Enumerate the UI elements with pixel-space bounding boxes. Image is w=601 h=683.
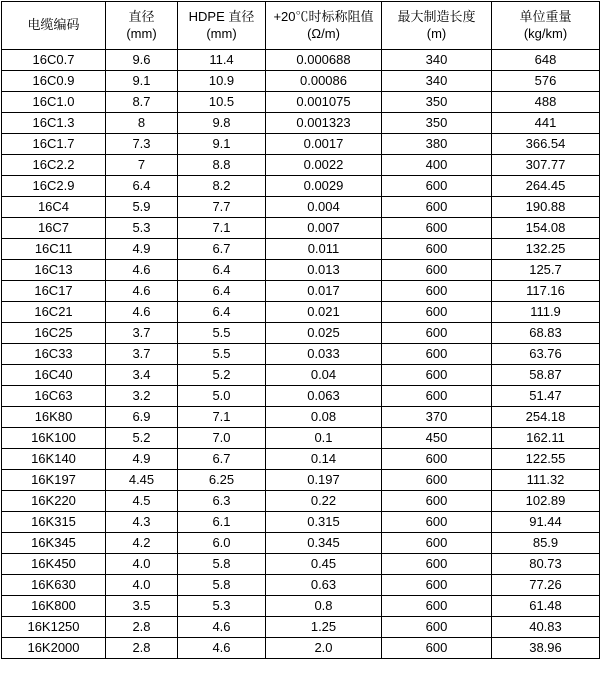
cell-nominal-resistance: 0.345 <box>266 533 382 554</box>
cell-cable-code: 16K630 <box>2 575 106 596</box>
table-row <box>2 134 600 155</box>
cell-nominal-resistance: 0.0022 <box>266 155 382 176</box>
cell-diameter: 3.7 <box>106 344 178 365</box>
cell-diameter: 2.8 <box>106 638 178 659</box>
cell-diameter: 8 <box>106 113 178 134</box>
cell-diameter: 5.3 <box>106 218 178 239</box>
cell-nominal-resistance: 0.1 <box>266 428 382 449</box>
cell-hdpe-diameter: 5.0 <box>178 386 266 407</box>
cell-max-length: 600 <box>382 491 492 512</box>
table-header-row <box>2 2 600 50</box>
cell-nominal-resistance: 0.8 <box>266 596 382 617</box>
cell-hdpe-diameter: 5.5 <box>178 344 266 365</box>
cell-hdpe-diameter: 6.0 <box>178 533 266 554</box>
cell-diameter: 4.6 <box>106 302 178 323</box>
cell-max-length: 600 <box>382 596 492 617</box>
table-row <box>2 197 600 218</box>
cell-diameter: 6.9 <box>106 407 178 428</box>
cell-unit-weight: 488 <box>492 92 600 113</box>
cell-unit-weight: 190.88 <box>492 197 600 218</box>
cell-nominal-resistance: 0.00086 <box>266 71 382 92</box>
cell-unit-weight: 102.89 <box>492 491 600 512</box>
cell-unit-weight: 441 <box>492 113 600 134</box>
cell-max-length: 350 <box>382 92 492 113</box>
column-header-unit-weight <box>492 2 600 50</box>
cell-diameter: 3.4 <box>106 365 178 386</box>
cell-nominal-resistance: 0.0017 <box>266 134 382 155</box>
cell-max-length: 600 <box>382 344 492 365</box>
cell-diameter: 4.6 <box>106 260 178 281</box>
cell-max-length: 600 <box>382 197 492 218</box>
cell-hdpe-diameter: 6.4 <box>178 302 266 323</box>
cell-cable-code: 16C63 <box>2 386 106 407</box>
table-row <box>2 50 600 71</box>
cell-unit-weight: 85.9 <box>492 533 600 554</box>
table-row <box>2 554 600 575</box>
cell-max-length: 600 <box>382 302 492 323</box>
cell-nominal-resistance: 0.001075 <box>266 92 382 113</box>
column-header-hdpe-diameter <box>178 2 266 50</box>
cell-hdpe-diameter: 5.2 <box>178 365 266 386</box>
cell-nominal-resistance: 0.001323 <box>266 113 382 134</box>
cell-diameter: 5.2 <box>106 428 178 449</box>
cell-max-length: 600 <box>382 449 492 470</box>
cell-nominal-resistance: 0.011 <box>266 239 382 260</box>
cell-nominal-resistance: 0.033 <box>266 344 382 365</box>
cell-cable-code: 16C1.0 <box>2 92 106 113</box>
cell-diameter: 7 <box>106 155 178 176</box>
cell-unit-weight: 58.87 <box>492 365 600 386</box>
cell-cable-code: 16C33 <box>2 344 106 365</box>
table-row <box>2 449 600 470</box>
cell-cable-code: 16K800 <box>2 596 106 617</box>
cell-hdpe-diameter: 9.1 <box>178 134 266 155</box>
cable-spec-table-container <box>0 1 601 683</box>
cell-hdpe-diameter: 10.9 <box>178 71 266 92</box>
cell-hdpe-diameter: 10.5 <box>178 92 266 113</box>
cell-cable-code: 16K220 <box>2 491 106 512</box>
table-row <box>2 176 600 197</box>
cell-hdpe-diameter: 9.8 <box>178 113 266 134</box>
cell-unit-weight: 38.96 <box>492 638 600 659</box>
cell-nominal-resistance: 0.08 <box>266 407 382 428</box>
table-row <box>2 155 600 176</box>
cell-unit-weight: 576 <box>492 71 600 92</box>
cell-cable-code: 16K345 <box>2 533 106 554</box>
cell-diameter: 9.1 <box>106 71 178 92</box>
table-row <box>2 470 600 491</box>
column-header-line2: (mm) <box>126 25 157 41</box>
cell-diameter: 2.8 <box>106 617 178 638</box>
cell-unit-weight: 80.73 <box>492 554 600 575</box>
cell-max-length: 380 <box>382 134 492 155</box>
cell-cable-code: 16K140 <box>2 449 106 470</box>
cell-hdpe-diameter: 6.7 <box>178 239 266 260</box>
cell-cable-code: 16C11 <box>2 239 106 260</box>
cell-unit-weight: 68.83 <box>492 323 600 344</box>
cell-hdpe-diameter: 7.1 <box>178 407 266 428</box>
cell-max-length: 600 <box>382 386 492 407</box>
cell-hdpe-diameter: 7.0 <box>178 428 266 449</box>
table-row <box>2 92 600 113</box>
cell-nominal-resistance: 0.14 <box>266 449 382 470</box>
cell-nominal-resistance: 0.63 <box>266 575 382 596</box>
table-row <box>2 71 600 92</box>
cell-diameter: 4.9 <box>106 239 178 260</box>
cell-unit-weight: 91.44 <box>492 512 600 533</box>
cell-diameter: 4.0 <box>106 575 178 596</box>
cell-cable-code: 16K1250 <box>2 617 106 638</box>
cell-diameter: 3.7 <box>106 323 178 344</box>
cell-cable-code: 16C21 <box>2 302 106 323</box>
table-row <box>2 617 600 638</box>
table-row <box>2 218 600 239</box>
cell-nominal-resistance: 1.25 <box>266 617 382 638</box>
cell-max-length: 600 <box>382 260 492 281</box>
cell-max-length: 600 <box>382 470 492 491</box>
cell-diameter: 4.6 <box>106 281 178 302</box>
column-header-max-length <box>382 2 492 50</box>
cell-nominal-resistance: 0.000688 <box>266 50 382 71</box>
cell-max-length: 600 <box>382 239 492 260</box>
cell-diameter: 9.6 <box>106 50 178 71</box>
cell-hdpe-diameter: 6.4 <box>178 260 266 281</box>
cell-nominal-resistance: 0.017 <box>266 281 382 302</box>
cell-hdpe-diameter: 7.7 <box>178 197 266 218</box>
table-row <box>2 281 600 302</box>
cell-hdpe-diameter: 5.8 <box>178 575 266 596</box>
cell-max-length: 600 <box>382 638 492 659</box>
cell-nominal-resistance: 0.45 <box>266 554 382 575</box>
cell-cable-code: 16K315 <box>2 512 106 533</box>
column-header-line2: (kg/km) <box>523 25 568 41</box>
cell-diameter: 8.7 <box>106 92 178 113</box>
cell-unit-weight: 132.25 <box>492 239 600 260</box>
table-row <box>2 302 600 323</box>
table-row <box>2 386 600 407</box>
table-row <box>2 407 600 428</box>
cell-cable-code: 16C1.3 <box>2 113 106 134</box>
cell-nominal-resistance: 0.0029 <box>266 176 382 197</box>
cell-max-length: 600 <box>382 512 492 533</box>
cell-hdpe-diameter: 6.3 <box>178 491 266 512</box>
cell-max-length: 350 <box>382 113 492 134</box>
cable-spec-table <box>1 1 600 659</box>
cell-diameter: 3.5 <box>106 596 178 617</box>
cell-max-length: 370 <box>382 407 492 428</box>
cell-unit-weight: 366.54 <box>492 134 600 155</box>
cell-nominal-resistance: 0.021 <box>266 302 382 323</box>
cell-max-length: 450 <box>382 428 492 449</box>
cell-diameter: 4.9 <box>106 449 178 470</box>
cell-cable-code: 16C4 <box>2 197 106 218</box>
cell-cable-code: 16K80 <box>2 407 106 428</box>
cell-diameter: 4.0 <box>106 554 178 575</box>
cell-cable-code: 16C40 <box>2 365 106 386</box>
cell-unit-weight: 264.45 <box>492 176 600 197</box>
cell-unit-weight: 111.32 <box>492 470 600 491</box>
column-header-nominal-resistance <box>266 2 382 50</box>
cell-diameter: 3.2 <box>106 386 178 407</box>
column-header-line1: 电缆编码 <box>27 17 80 33</box>
column-header-line1: 最大制造长度 <box>397 9 476 25</box>
cell-unit-weight: 307.77 <box>492 155 600 176</box>
cell-hdpe-diameter: 7.1 <box>178 218 266 239</box>
cell-unit-weight: 117.16 <box>492 281 600 302</box>
cell-cable-code: 16C0.7 <box>2 50 106 71</box>
cell-cable-code: 16C7 <box>2 218 106 239</box>
cell-hdpe-diameter: 11.4 <box>178 50 266 71</box>
cell-diameter: 5.9 <box>106 197 178 218</box>
cell-cable-code: 16C25 <box>2 323 106 344</box>
cell-unit-weight: 648 <box>492 50 600 71</box>
cell-unit-weight: 51.47 <box>492 386 600 407</box>
table-row <box>2 344 600 365</box>
table-row <box>2 239 600 260</box>
cell-cable-code: 16K100 <box>2 428 106 449</box>
cell-max-length: 400 <box>382 155 492 176</box>
cell-diameter: 7.3 <box>106 134 178 155</box>
cell-hdpe-diameter: 5.3 <box>178 596 266 617</box>
table-row <box>2 596 600 617</box>
cell-cable-code: 16C2.2 <box>2 155 106 176</box>
cell-max-length: 340 <box>382 50 492 71</box>
cell-hdpe-diameter: 4.6 <box>178 638 266 659</box>
cell-nominal-resistance: 0.007 <box>266 218 382 239</box>
cell-max-length: 600 <box>382 575 492 596</box>
cell-hdpe-diameter: 6.25 <box>178 470 266 491</box>
cell-nominal-resistance: 0.315 <box>266 512 382 533</box>
column-header-line2: (m) <box>426 25 447 41</box>
column-header-cable-code <box>2 2 106 50</box>
cell-cable-code: 16C2.9 <box>2 176 106 197</box>
cell-unit-weight: 125.7 <box>492 260 600 281</box>
cell-hdpe-diameter: 6.1 <box>178 512 266 533</box>
table-row <box>2 512 600 533</box>
table-row <box>2 491 600 512</box>
cell-max-length: 600 <box>382 176 492 197</box>
table-row <box>2 638 600 659</box>
cell-nominal-resistance: 0.013 <box>266 260 382 281</box>
cell-max-length: 340 <box>382 71 492 92</box>
cell-nominal-resistance: 2.0 <box>266 638 382 659</box>
cell-cable-code: 16K197 <box>2 470 106 491</box>
cell-max-length: 600 <box>382 323 492 344</box>
cell-nominal-resistance: 0.025 <box>266 323 382 344</box>
table-row <box>2 428 600 449</box>
table-header <box>2 2 600 50</box>
cell-cable-code: 16C17 <box>2 281 106 302</box>
cell-nominal-resistance: 0.063 <box>266 386 382 407</box>
cell-max-length: 600 <box>382 533 492 554</box>
column-header-line2: (Ω/m) <box>307 25 340 41</box>
cell-cable-code: 16C13 <box>2 260 106 281</box>
cell-cable-code: 16C1.7 <box>2 134 106 155</box>
table-row <box>2 260 600 281</box>
table-row <box>2 533 600 554</box>
cell-hdpe-diameter: 6.4 <box>178 281 266 302</box>
table-row <box>2 323 600 344</box>
table-row <box>2 113 600 134</box>
cell-hdpe-diameter: 6.7 <box>178 449 266 470</box>
cell-diameter: 6.4 <box>106 176 178 197</box>
cell-diameter: 4.2 <box>106 533 178 554</box>
cell-cable-code: 16C0.9 <box>2 71 106 92</box>
cell-nominal-resistance: 0.004 <box>266 197 382 218</box>
cell-max-length: 600 <box>382 554 492 575</box>
table-row <box>2 575 600 596</box>
cell-unit-weight: 122.55 <box>492 449 600 470</box>
cell-hdpe-diameter: 5.5 <box>178 323 266 344</box>
cell-unit-weight: 254.18 <box>492 407 600 428</box>
cell-max-length: 600 <box>382 281 492 302</box>
cell-hdpe-diameter: 8.2 <box>178 176 266 197</box>
cell-diameter: 4.3 <box>106 512 178 533</box>
column-header-line1: HDPE 直径 <box>188 9 255 25</box>
column-header-line1: 单位重量 <box>519 9 572 25</box>
cell-nominal-resistance: 0.22 <box>266 491 382 512</box>
cell-unit-weight: 77.26 <box>492 575 600 596</box>
table-row <box>2 365 600 386</box>
cell-diameter: 4.5 <box>106 491 178 512</box>
table-body <box>2 50 600 659</box>
cell-unit-weight: 61.48 <box>492 596 600 617</box>
cell-hdpe-diameter: 8.8 <box>178 155 266 176</box>
cell-unit-weight: 63.76 <box>492 344 600 365</box>
cell-max-length: 600 <box>382 218 492 239</box>
cell-max-length: 600 <box>382 617 492 638</box>
cell-unit-weight: 162.11 <box>492 428 600 449</box>
cell-unit-weight: 111.9 <box>492 302 600 323</box>
column-header-line1: 直径 <box>128 9 155 25</box>
column-header-line2: (mm) <box>206 25 237 41</box>
cell-hdpe-diameter: 4.6 <box>178 617 266 638</box>
cell-max-length: 600 <box>382 365 492 386</box>
cell-unit-weight: 154.08 <box>492 218 600 239</box>
cell-cable-code: 16K450 <box>2 554 106 575</box>
cell-unit-weight: 40.83 <box>492 617 600 638</box>
column-header-diameter <box>106 2 178 50</box>
cell-diameter: 4.45 <box>106 470 178 491</box>
cell-nominal-resistance: 0.197 <box>266 470 382 491</box>
cell-hdpe-diameter: 5.8 <box>178 554 266 575</box>
cell-nominal-resistance: 0.04 <box>266 365 382 386</box>
column-header-line1: +20℃时标称阻值 <box>273 9 374 25</box>
cell-cable-code: 16K2000 <box>2 638 106 659</box>
